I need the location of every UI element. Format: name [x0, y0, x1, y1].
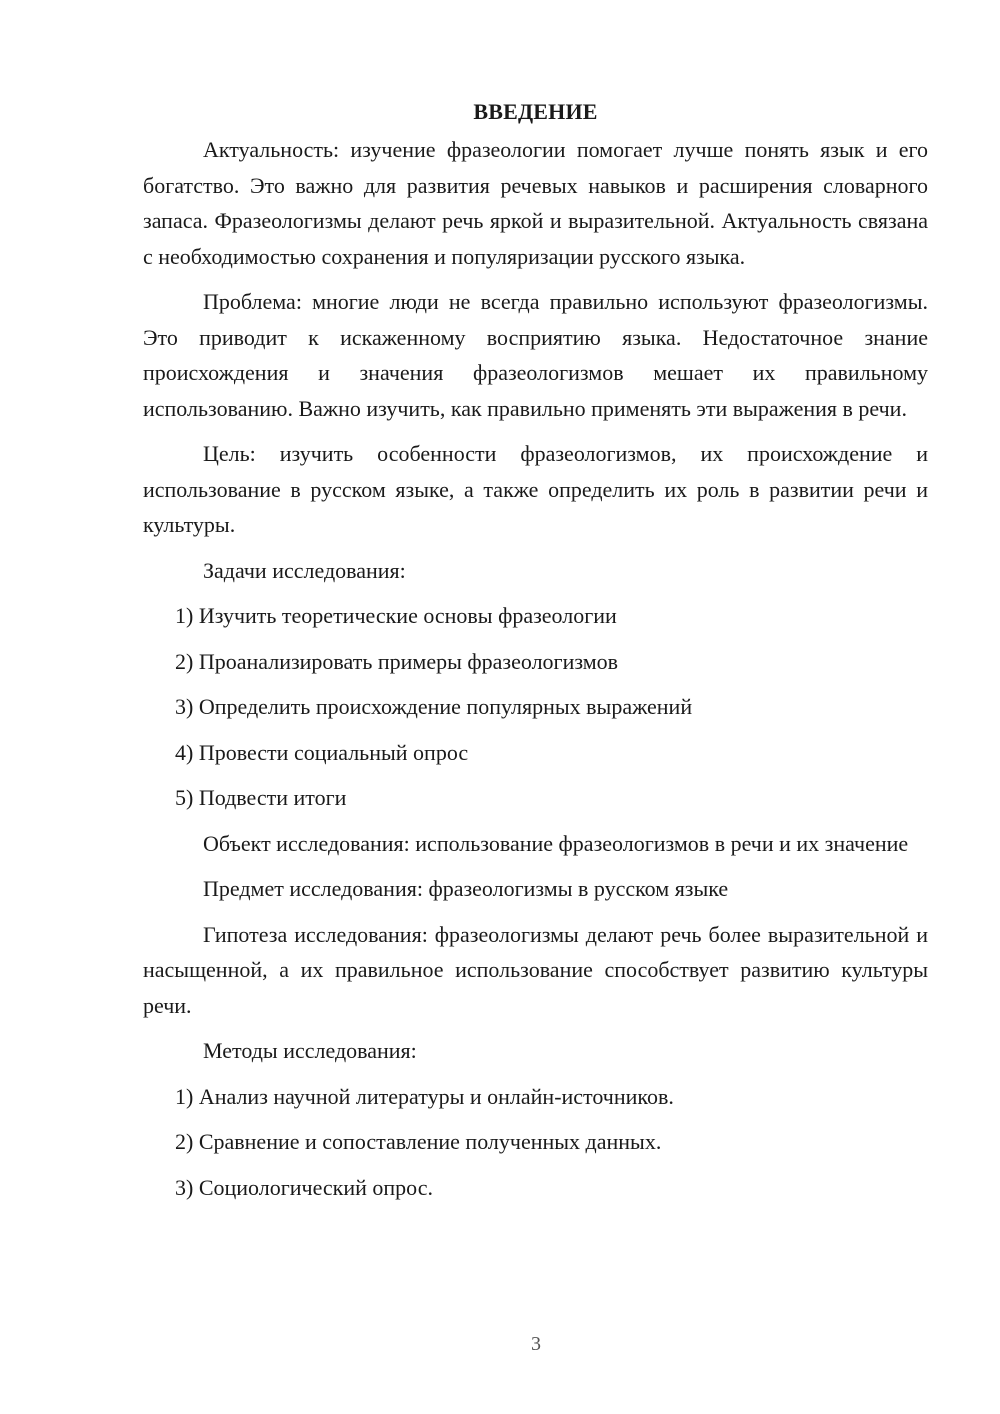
- list-item: 5) Подвести итоги: [175, 785, 347, 810]
- tasks-heading: Задачи исследования:: [203, 557, 406, 583]
- list-item: 1) Анализ научной литературы и онлайн-источников.: [175, 1083, 674, 1109]
- list-item: 2) Проанализировать примеры фразеологизмов: [175, 648, 619, 674]
- relevance-paragraph: Актуальность: изучение фразеологии помогает лучше понять язык и его богатство. Это важно для развития речевых навыков и расширения словарного запаса. Фразеологизмы делают речь яркой и выразительной. Актуальность связана с необходимостью сохранения и популяризации русского языка.: [143, 137, 928, 269]
- subject-paragraph: Предмет исследования: фразеологизмы в русском языке: [203, 876, 729, 901]
- list-item: 2) Сравнение и сопоставление полученных данных.: [175, 1129, 662, 1154]
- page-number: 3: [531, 1333, 541, 1355]
- list-item: 3) Социологический опрос.: [175, 1174, 433, 1200]
- methods-list: [143, 1079, 928, 1206]
- list-item: 3) Определить происхождение популярных выражений: [175, 694, 693, 719]
- problem-paragraph: Проблема: многие люди не всегда правильно используют фразеологизмы. Это приводит к искаженному восприятию языка. Недостаточное знание происхождения и значения фразеологизмов мешает их правильному использованию. Важно изучить, как правильно применять эти выражения в речи.: [143, 289, 928, 421]
- section-title: ВВЕДЕНИЕ: [473, 99, 598, 124]
- goal-paragraph: Цель: изучить особенности фразеологизмов, их происхождение и использование в русском языке, а также определить их роль в развитии речи и культуры.: [143, 441, 928, 537]
- methods-heading: Методы исследования:: [203, 1038, 417, 1063]
- page-content: [143, 96, 928, 1215]
- hypothesis-paragraph: Гипотеза исследования: фразеологизмы делают речь более выразительной и насыщенной, а их правильное использование способствует развитию культуры речи.: [143, 921, 928, 1018]
- tasks-list: [143, 598, 928, 816]
- list-item: 1) Изучить теоретические основы фразеологии: [175, 603, 617, 628]
- list-item: 4) Провести социальный опрос: [175, 739, 469, 765]
- object-paragraph: Объект исследования: использование фразеологизмов в речи и их значение: [203, 830, 909, 856]
